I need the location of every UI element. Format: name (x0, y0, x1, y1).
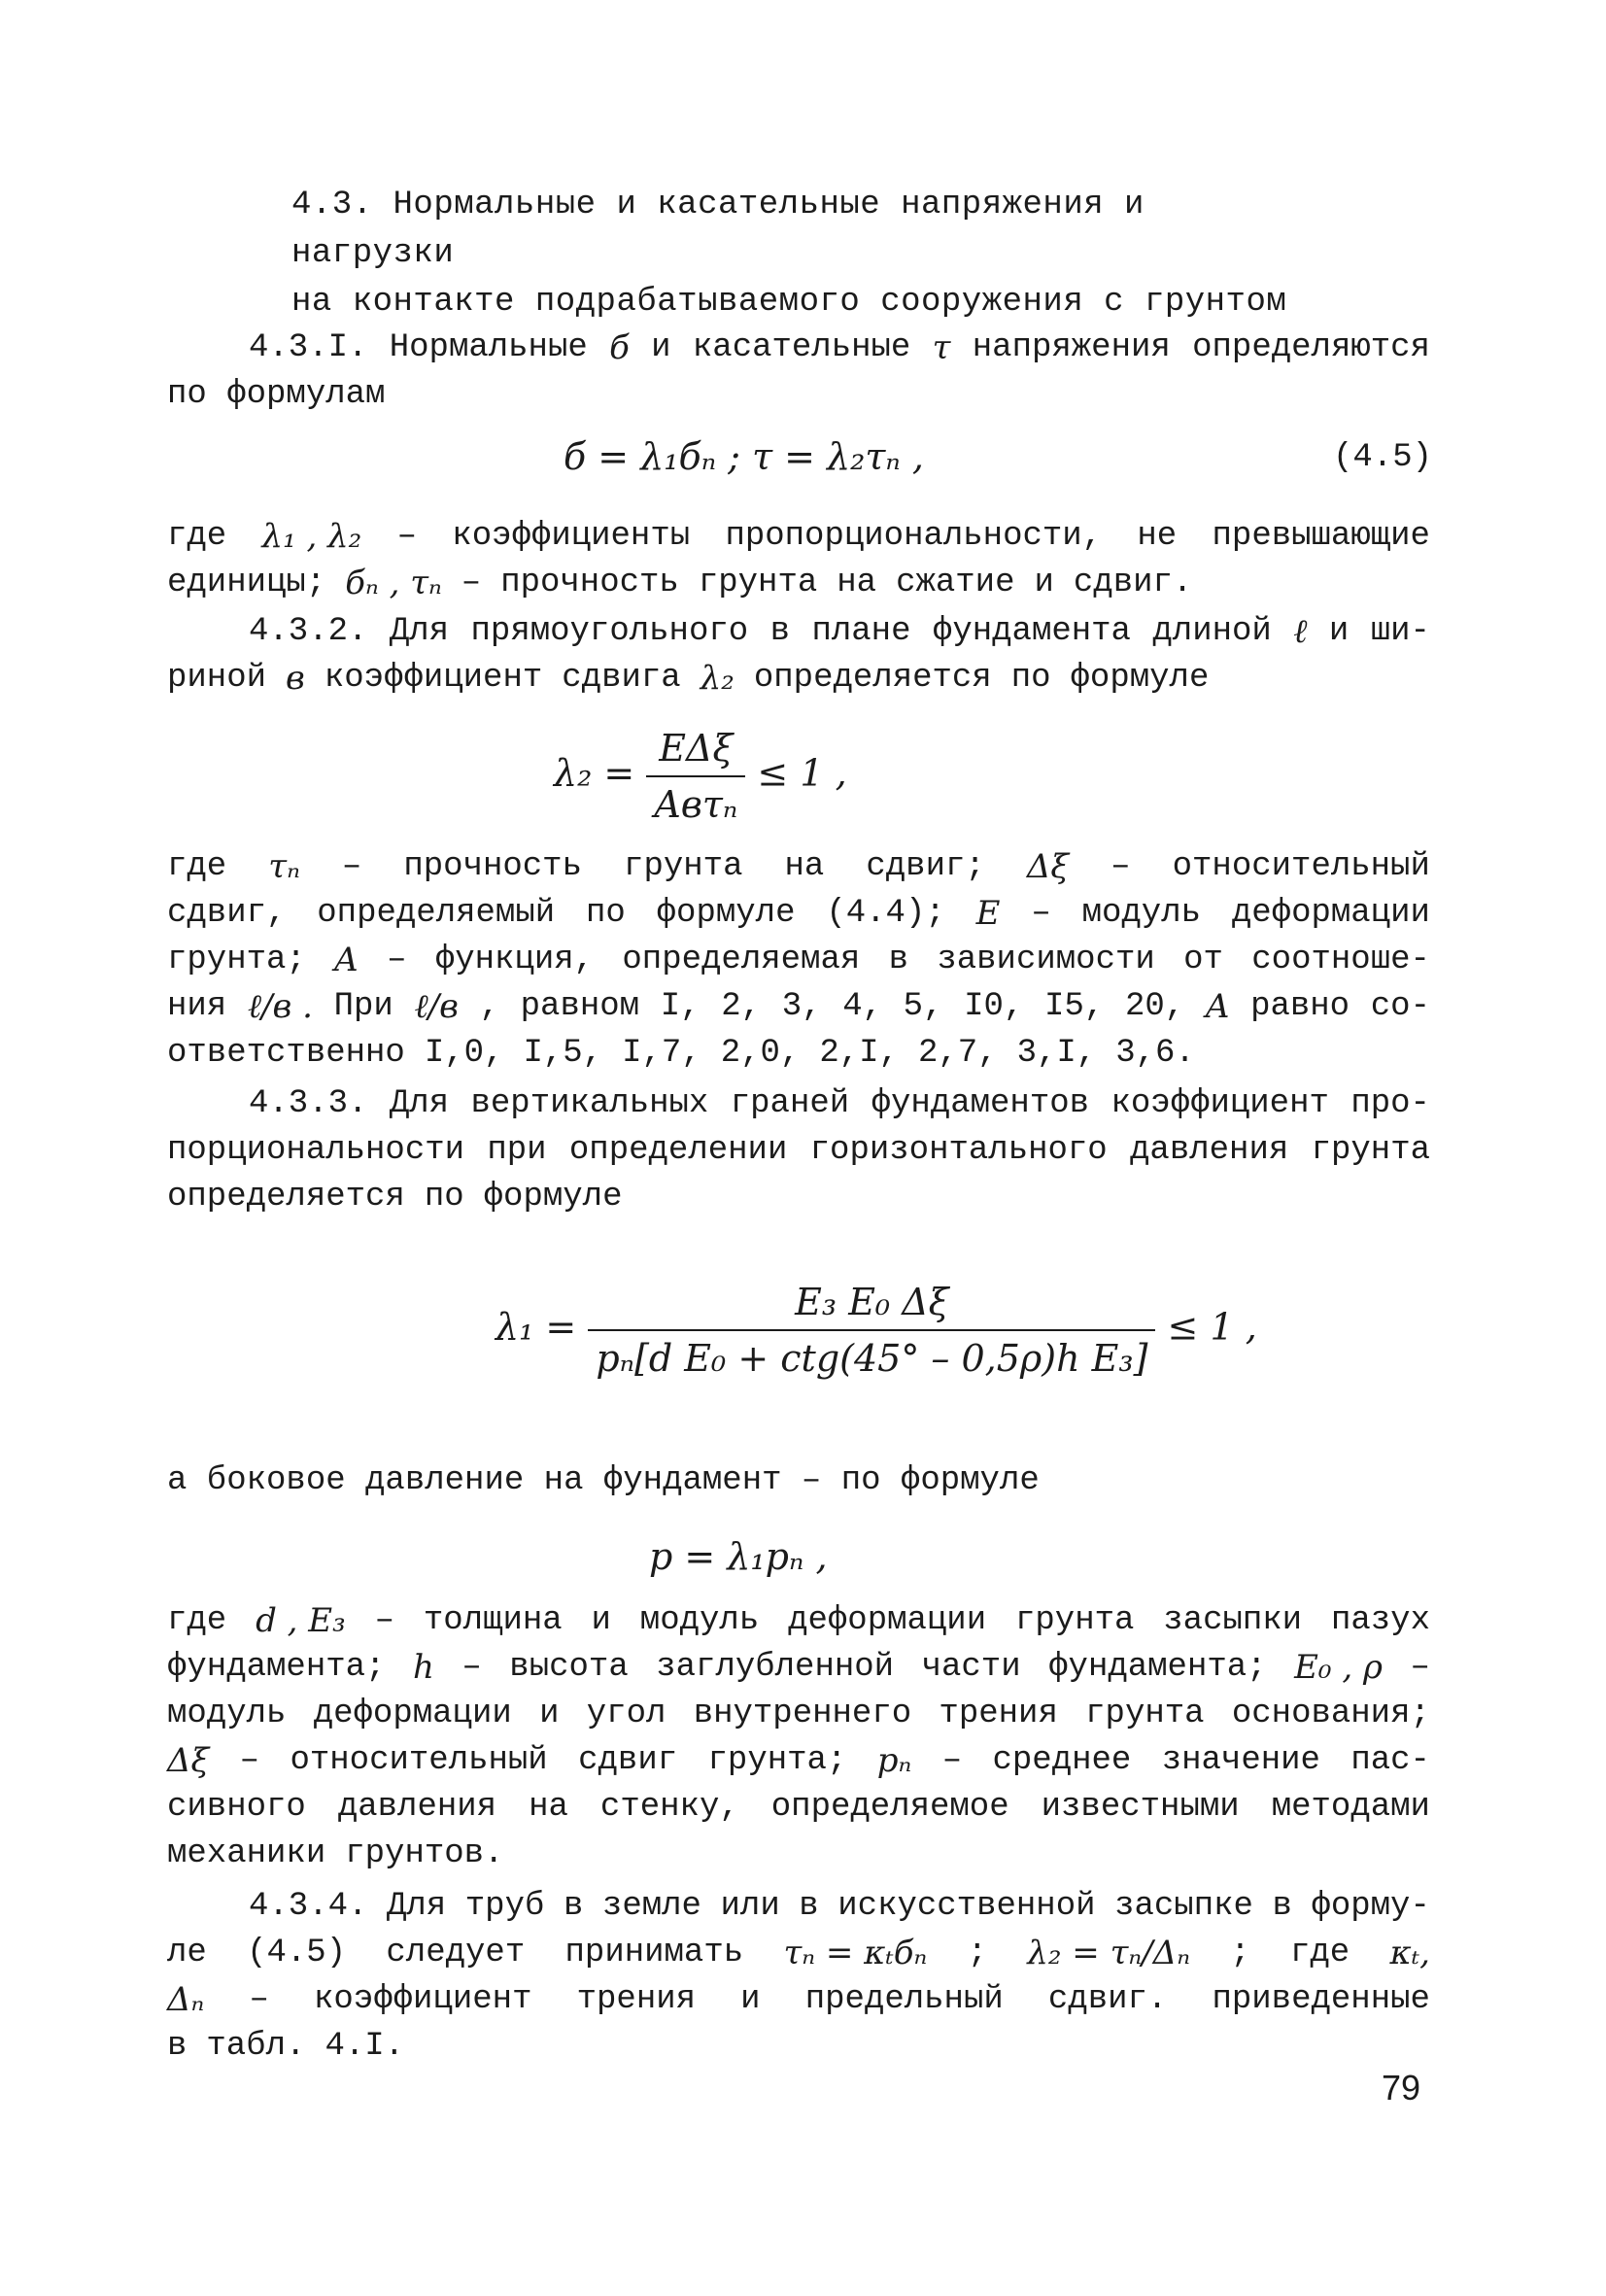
paragraph-4-3-3 (167, 1080, 1430, 1220)
text-line: единицы; бₙ , τₙ – прочность грунта на сжатие и сдвиг. (167, 564, 1193, 602)
heading-line-2: на контакте подрабатываемого сооружения с грунтом (291, 284, 1287, 321)
text-line: 4.3.2. Для прямоугольного в плане фундамента длиной ℓ и ши- (249, 612, 1430, 651)
section-heading (291, 181, 1321, 326)
paragraph-4-3-1-where (167, 513, 1430, 606)
text-line: где τₙ – прочность грунта на сдвиг; Δξ – относительный (167, 847, 1430, 886)
paragraph-4-3-1 (167, 325, 1430, 418)
fraction: $\frac{\text{E₃ E₀ Δξ}}{\text{pₙ[d E₀ + ctg(45° – 0,5ρ)h E₃]}}$ (588, 1281, 1155, 1380)
text-line: 4.3.I. Нормальные б и касательные τ напряжения определяются (249, 328, 1430, 367)
paragraph-4-3-2-where (167, 843, 1430, 1077)
text-line: риной в коэффициент сдвига λ₂ определяется по формуле (167, 659, 1210, 698)
text-line: в табл. 4.I. (167, 2028, 405, 2065)
text-line: а боковое давление на фундамент – по формуле (167, 1462, 1040, 1499)
text-line: механики грунтов. (167, 1835, 504, 1872)
text-line: 4.3.3. Для вертикальных граней фундаментов коэффициент про- (249, 1085, 1430, 1122)
page-number: 79 (1382, 2068, 1421, 2108)
text-line: где d , E₃ – толщина и модуль деформации грунта засыпки пазух (167, 1601, 1430, 1640)
equation-number: (4.5) (1333, 439, 1433, 476)
text-line: ответственно I,0, I,5, I,7, 2,0, 2,I, 2,7, 3,I, 3,6. (167, 1035, 1195, 1072)
equation-lambda1: λ₁ = $\frac{\text{E₃ E₀ Δξ}}{\text{pₙ[d E₀ + ctg(45° – 0,5ρ)h E₃]}}$ ≤ 1 , (495, 1281, 1257, 1380)
equation-4-5: б = λ₁бₙ ; τ = λ₂τₙ , (564, 435, 924, 478)
text-line: сивного давления на стенку, определяемое известными методами (167, 1789, 1430, 1826)
paragraph-side-pressure (167, 1457, 1430, 1504)
text-line: ния ℓ/в . При ℓ/в , равном I, 2, 3, 4, 5, I0, I5, 20, A равно со- (167, 987, 1430, 1026)
text-line: модуль деформации и угол внутреннего трения грунта основания; (167, 1696, 1430, 1732)
equation-p: p = λ₁pₙ , (649, 1535, 828, 1578)
text-line: ле (4.5) следует принимать τₙ = κₜбₙ ; λ₂ = τₙ/Δₙ ; где κₜ, (167, 1934, 1430, 1972)
paragraph-4-3-3-where (167, 1597, 1430, 1877)
text-line: грунта; A – функция, определяемая в зависимости от соотноше- (167, 941, 1430, 979)
paragraph-4-3-4 (167, 1883, 1430, 2070)
text-line: определяется по формуле (167, 1179, 623, 1216)
fraction: $\frac{\text{EΔξ}}{\text{Aвτₙ}}$ (646, 727, 745, 826)
text-line: фундамента; h – высота заглубленной части фундамента; E₀ , ρ – (167, 1648, 1430, 1687)
text-line: по формулам (167, 376, 386, 413)
text-line: 4.3.4. Для труб в земле или в искусственной засыпке в форму- (249, 1888, 1430, 1925)
heading-line-1: 4.3. Нормальные и касательные напряжения и нагрузки (291, 187, 1145, 272)
text-line: порциональности при определении горизонтального давления грунта (167, 1132, 1430, 1169)
text-line: сдвиг, определяемый по формуле (4.4); E – модуль деформации (167, 894, 1430, 933)
paragraph-4-3-2 (167, 608, 1430, 702)
text-line: где λ₁ , λ₂ – коэффициенты пропорциональности, не превышающие (167, 517, 1430, 556)
equation-lambda2: λ₂ = $\frac{\text{EΔξ}}{\text{Aвτₙ}}$ ≤ 1 , (554, 727, 847, 826)
text-line: Δₙ – коэффициент трения и предельный сдвиг. приведенные (167, 1980, 1430, 2019)
text-line: Δξ – относительный сдвиг грунта; pₙ – среднее значение пас- (167, 1741, 1430, 1780)
